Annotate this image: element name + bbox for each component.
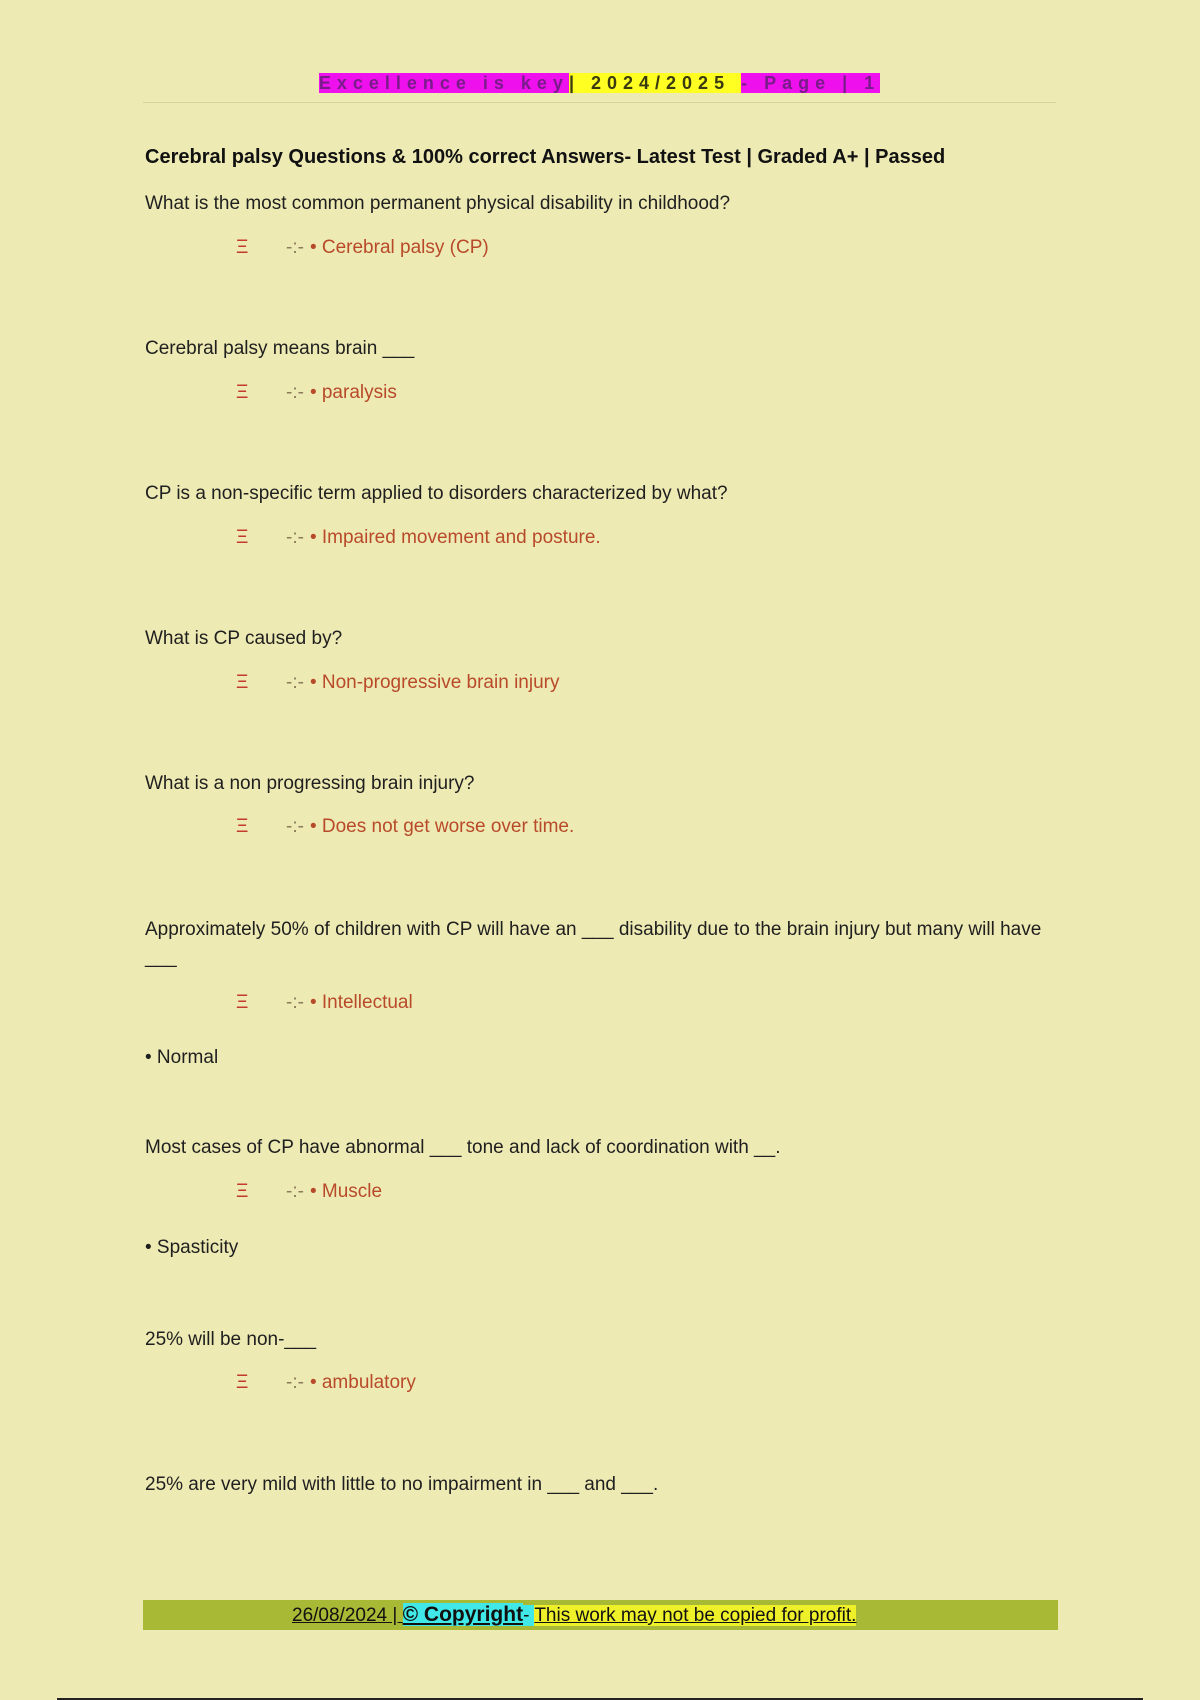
answer-marker-icon: Ξ: [236, 992, 249, 1013]
answer-marker-icon: Ξ: [236, 527, 249, 548]
answer-marker-icon: Ξ: [236, 1372, 249, 1393]
answer-7-extra: • Spasticity: [145, 1237, 239, 1258]
answer-marker-icon: Ξ: [236, 382, 249, 403]
question-4: What is CP caused by?: [145, 628, 343, 649]
answer-marker-icon: Ξ: [236, 816, 249, 837]
answer-text: • Non-progressive brain injury: [309, 672, 560, 693]
question-2: Cerebral palsy means brain ___: [145, 338, 415, 359]
answer-text: • ambulatory: [309, 1372, 416, 1393]
answer-4: [236, 672, 559, 694]
header-divider: [143, 102, 1056, 103]
answer-3: [236, 527, 601, 549]
answer-7: [236, 1181, 382, 1203]
answer-separator: -:-: [286, 992, 304, 1013]
answer-text: • Does not get worse over time.: [309, 816, 575, 837]
answer-separator: -:-: [286, 672, 304, 693]
footer-copyright: © Copyright: [402, 1603, 524, 1626]
answer-5: [236, 816, 574, 838]
answer-1: [236, 237, 489, 259]
answer-text: • Impaired movement and posture.: [309, 527, 601, 548]
answer-marker-icon: Ξ: [236, 237, 249, 258]
answer-marker-icon: Ξ: [236, 672, 249, 693]
page-header: [143, 68, 1056, 98]
footer-notice: This work may not be copied for profit.: [534, 1605, 857, 1626]
answer-6: [236, 992, 413, 1014]
answer-2: [236, 382, 397, 404]
question-3: CP is a non-specific term applied to disorders characterized by what?: [145, 483, 728, 504]
answer-separator: -:-: [286, 237, 304, 258]
question-7: Most cases of CP have abnormal ___ tone and lack of coordination with __.: [145, 1137, 781, 1158]
answer-text: • Muscle: [309, 1181, 383, 1202]
answer-separator: -:-: [286, 527, 304, 548]
footer-date: 26/08/2024 |: [292, 1605, 403, 1626]
answer-6-extra: • Normal: [145, 1047, 219, 1068]
document-title: Cerebral palsy Questions & 100% correct Answers- Latest Test | Graded A+ | Passed: [145, 146, 946, 168]
question-8: 25% will be non-___: [145, 1329, 317, 1350]
answer-text: • Cerebral palsy (CP): [309, 237, 489, 258]
answer-separator: -:-: [286, 816, 304, 837]
answer-separator: -:-: [286, 1372, 304, 1393]
answer-separator: -:-: [286, 382, 304, 403]
answer-marker-icon: Ξ: [236, 1181, 249, 1202]
question-5: What is a non progressing brain injury?: [145, 773, 475, 794]
question-1: What is the most common permanent physical disability in childhood?: [145, 193, 731, 214]
question-6: Approximately 50% of children with CP will have an ___ disability due to the brain injury but many will have ___: [145, 919, 1042, 968]
footer: [292, 1601, 856, 1630]
header-year: | 2024/2025: [568, 73, 742, 93]
question-9: 25% are very mild with little to no impairment in ___ and ___.: [145, 1474, 659, 1495]
header-motto: Excellence is key: [318, 73, 569, 93]
answer-8: [236, 1372, 416, 1394]
answer-separator: -:-: [286, 1181, 304, 1202]
header-page-number: - Page | 1: [741, 73, 881, 93]
footer-dash: -: [523, 1605, 535, 1626]
answer-text: • paralysis: [309, 382, 397, 403]
answer-text: • Intellectual: [309, 992, 413, 1013]
